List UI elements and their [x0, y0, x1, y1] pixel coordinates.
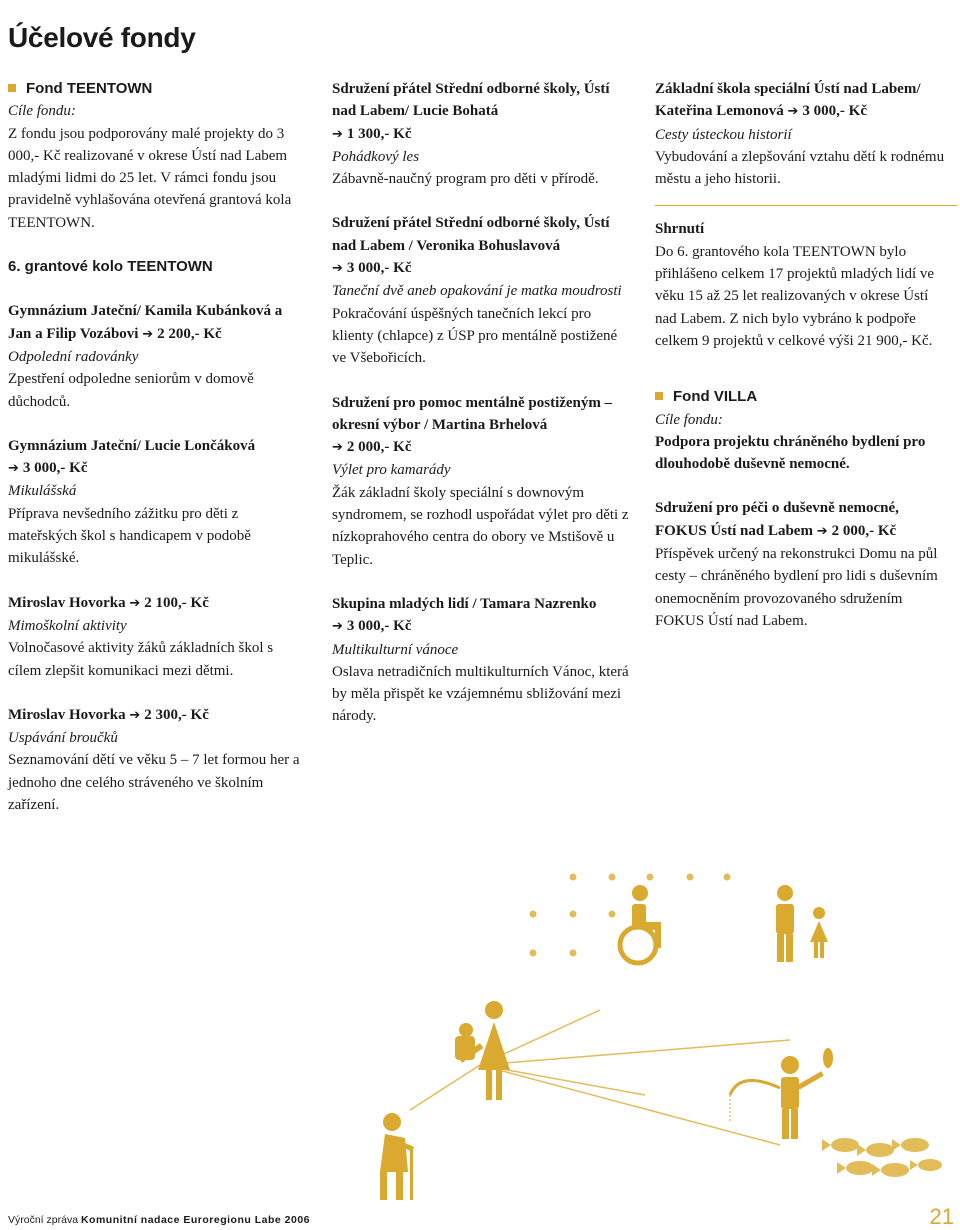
project-entry [8, 300, 308, 412]
footer-prefix: Výroční zpráva [8, 1214, 79, 1226]
project-title: Uspávání broučků [8, 730, 118, 747]
project-title: Odpolední radovánky [8, 348, 139, 365]
page-number: 21 [929, 1204, 954, 1229]
project-entry [332, 593, 632, 728]
community-illustration [0, 860, 960, 1200]
project-name: Miroslav Hovorka [8, 706, 126, 723]
project-title: Pohádkový les [332, 148, 420, 165]
arrow-right-icon: ➔ [332, 126, 343, 142]
goals-label: Cíle fondu: [8, 103, 76, 120]
column-1 [8, 78, 308, 838]
arrow-right-icon: ➔ [332, 440, 343, 456]
project-name: Sdružení přátel Střední odborné školy, Ústí nad Labem / Veronika Bohuslavová [332, 215, 610, 254]
project-name: Sdružení pro pomoc mentálně postiženým – okresní výbor / Martina Brhelová [332, 394, 613, 433]
summary-section [655, 218, 950, 352]
footer-org: Komunitní nadace Euroregionu Labe 2006 [80, 1214, 310, 1226]
footer [8, 1214, 310, 1226]
project-amount: 2 100,- Kč [144, 594, 209, 611]
goals-text: Z fondu jsou podporovány malé projekty do 3 000,- Kč realizované v okrese Ústí nad Labem mladými lidmi do 25 let. V rámci fondu jsou pravidelně vyhlašována otevřená grantová kola TEENTOWN. [8, 125, 292, 231]
project-amount: 2 000,- Kč [831, 522, 897, 539]
project-desc: Příprava nevšedního zážitku pro děti z mateřských škol s handicapem v podobě mikulášské. [8, 505, 251, 567]
project-amount: 3 000,- Kč [22, 460, 88, 477]
summary-text: Do 6. grantového kola TEENTOWN bylo přihlášeno celkem 17 projektů mladých lidí ve věku 15 až 25 let realizovaných v okrese Ústí nad Labem. Z nich bylo vybráno k podpoře celkem 9 projektů v celkové výši 21 900,- Kč. [655, 243, 935, 349]
project-desc: Zpestření odpoledne seniorům v domově důchodců. [8, 371, 254, 410]
project-entry [8, 704, 308, 816]
project-desc: Příspěvek určený na rekonstrukci Domu na půl cesty – chráněného bydlení pro lidi s duševním onemocněním provozovaného sdružením FOKUS Ústí nad Labem. [655, 546, 938, 629]
page-title: Účelové fondy [8, 22, 196, 53]
fish-school-icon [822, 1138, 942, 1177]
project-title: Taneční dvě aneb opakování je matka moudrosti [332, 283, 622, 300]
bullet-square-icon [655, 392, 663, 400]
project-desc: Oslava netradičních multikulturních Vánoc, která by měla přispět ke vzájemnému sbližování mezi národy. [332, 663, 629, 725]
fund-teentown-heading [8, 78, 308, 100]
project-amount: 2 300,- Kč [144, 706, 209, 723]
project-name: Miroslav Hovorka [8, 594, 126, 611]
project-desc: Žák základní školy speciální s downovým syndromem, se rozhodl uspořádat výlet pro děti z nízkoprahového centra do obory ve Mstišově u Teplic. [332, 484, 629, 568]
project-name: Gymnázium Jateční/ Kamila Kubánková a Jan a Filip Vozábovi [8, 303, 283, 342]
bullet-square-icon [8, 84, 16, 92]
project-name: Základní škola speciální Ústí nad Labem/ Kateřina Lemonová [655, 81, 921, 120]
arrow-right-icon: ➔ [816, 523, 828, 539]
project-amount: 3 000,- Kč [802, 103, 867, 120]
project-entry [332, 212, 632, 369]
project-desc: Pokračování úspěšných tanečních lekcí pro klienty (chlapce) z ÚSP pro mentálně postižené ve Všebořicích. [332, 305, 618, 367]
project-amount: 2 200,- Kč [157, 325, 222, 342]
project-name: Gymnázium Jateční/ Lucie Lončáková [8, 437, 256, 454]
project-desc: Volnočasové aktivity žáků základních škol s cílem zlepšit komunikaci mezi dětmi. [8, 640, 274, 679]
arrow-right-icon: ➔ [787, 104, 799, 120]
arrow-right-icon: ➔ [129, 707, 141, 723]
fund-name: Fond VILLA [673, 388, 758, 406]
project-name: Skupina mladých lidí / Tamara Nazrenko [332, 595, 597, 612]
project-amount: 3 000,- Kč [346, 260, 412, 277]
project-entry [8, 435, 308, 570]
wheelchair-person-icon [620, 885, 661, 963]
project-amount: 1 300,- Kč [346, 125, 412, 142]
project-entry [8, 592, 308, 682]
project-entry [655, 497, 950, 632]
fishing-rod-icon [730, 1080, 780, 1095]
project-name: Sdružení přátel Střední odborné školy, Ústí nad Labem/ Lucie Bohatá [332, 81, 610, 120]
round-heading: 6. grantové kolo TEENTOWN [8, 258, 213, 276]
arrow-right-icon: ➔ [129, 595, 141, 611]
mother-baby-icon [455, 1001, 510, 1100]
project-entry [655, 78, 950, 190]
column-2 [332, 78, 632, 750]
project-desc: Seznamování dětí ve věku 5 – 7 let formou her a jednoho dne celého stráveného ve školním zařízení. [8, 752, 300, 814]
project-amount: 3 000,- Kč [346, 618, 412, 635]
project-desc: Vybudování a zlepšování vztahu dětí k rodnému městu a jeho historii. [655, 148, 945, 188]
fund-villa-section [655, 386, 950, 475]
project-entry [332, 78, 632, 190]
project-entry [332, 392, 632, 571]
project-name: Sdružení pro péči o duševně nemocné, FOKUS Ústí nad Labem [655, 500, 899, 539]
project-desc: Zábavně-naučný program pro děti v přírodě. [332, 171, 599, 188]
project-title: Výlet pro kamarády [332, 462, 451, 479]
dots-decoration [530, 874, 731, 957]
summary-heading: Shrnutí [655, 221, 705, 238]
column-divider [655, 205, 957, 206]
arrow-right-icon: ➔ [8, 461, 19, 477]
fisherman-icon [781, 1048, 833, 1139]
fund-name: Fond TEENTOWN [26, 80, 153, 97]
goals-label: Cíle fondu: [655, 411, 723, 428]
parent-child-icon [776, 885, 828, 962]
arrow-right-icon: ➔ [332, 619, 343, 635]
goals-text: Podpora projektu chráněného bydlení pro dlouhodobě duševně nemocné. [655, 433, 926, 473]
elderly-person-icon [380, 1113, 414, 1200]
project-title: Multikulturní vánoce [332, 641, 459, 658]
project-title: Mimoškolní aktivity [8, 617, 127, 634]
project-title: Mikulášská [8, 483, 77, 500]
arrow-right-icon: ➔ [142, 326, 154, 342]
fund-villa-heading [655, 386, 950, 408]
arrow-right-icon: ➔ [332, 261, 343, 277]
column-3 [655, 78, 950, 632]
project-title: Cesty ústeckou historií [655, 126, 792, 143]
project-amount: 2 000,- Kč [346, 439, 412, 456]
